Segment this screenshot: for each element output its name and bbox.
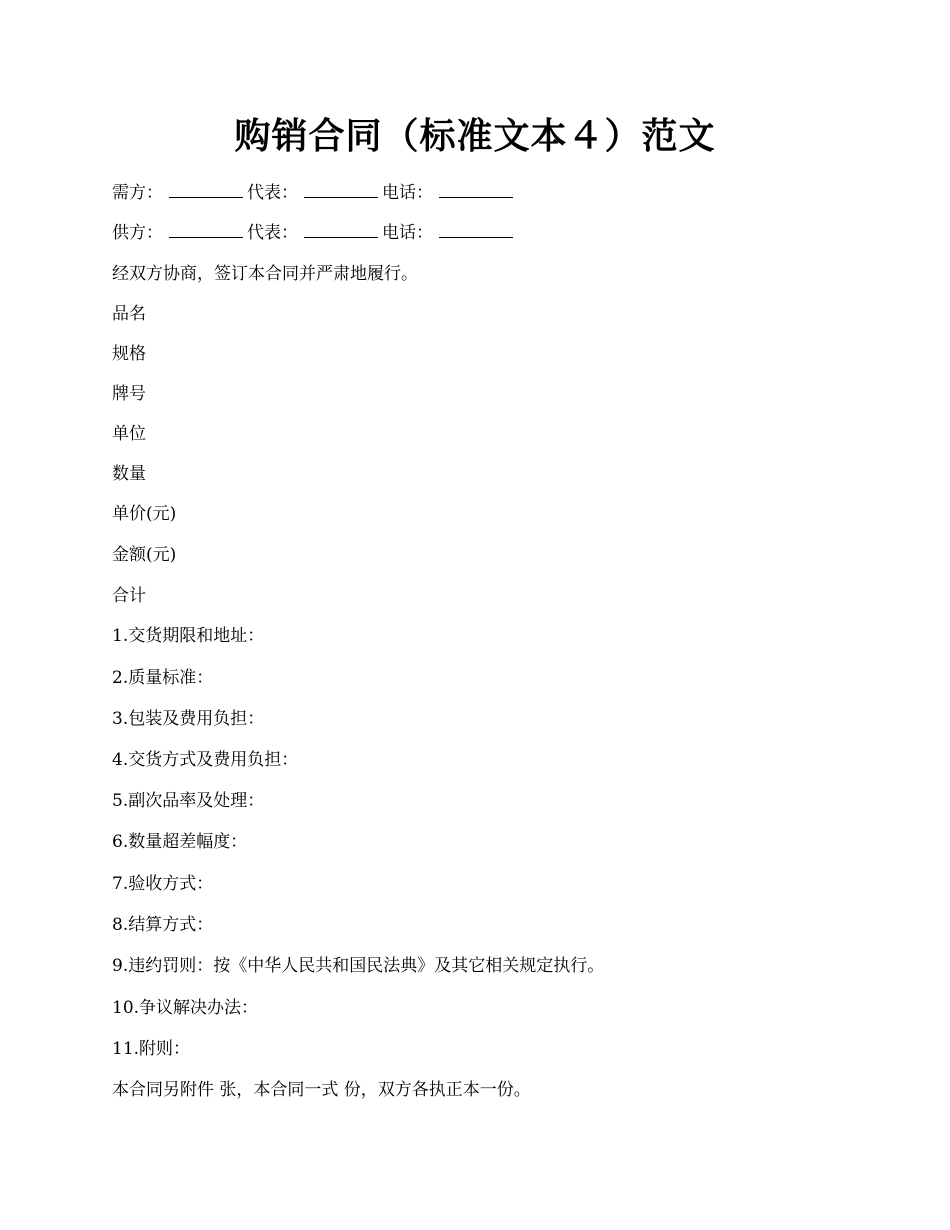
clause-delivery-method: 4.交货方式及费用负担：	[112, 750, 299, 770]
seller-phone-blank	[439, 221, 513, 238]
clause-delivery-term: 1.交货期限和地址：	[112, 626, 265, 646]
field-quantity: 数量	[112, 464, 146, 484]
seller-rep-label: 代表：	[247, 223, 298, 243]
seller-info-line	[112, 221, 517, 245]
seller-phone-label: 电话：	[382, 223, 433, 243]
clause-supplementary: 11.附则：	[112, 1039, 191, 1059]
clause-quality-standard: 2.质量标准：	[112, 668, 214, 688]
clause-settlement: 8.结算方式：	[112, 915, 214, 935]
field-product-name: 品名	[112, 304, 146, 324]
intro-paragraph: 经双方协商，签订本合同并严肃地履行。	[112, 264, 418, 284]
buyer-rep-label: 代表：	[247, 183, 298, 203]
buyer-info-line	[112, 181, 517, 205]
buyer-label: 需方：	[112, 183, 163, 203]
field-brand: 牌号	[112, 384, 146, 404]
clause-penalty: 9.违约罚则：按《中华人民共和国民法典》及其它相关规定执行。	[112, 956, 605, 976]
field-unit-price: 单价(元)	[112, 504, 177, 524]
buyer-name-blank	[169, 181, 243, 198]
field-unit: 单位	[112, 424, 146, 444]
clause-quantity-tolerance: 6.数量超差幅度：	[112, 832, 248, 852]
buyer-rep-blank	[304, 181, 378, 198]
closing-paragraph: 本合同另附件 张，本合同一式 份，双方各执正本一份。	[112, 1080, 531, 1100]
clause-acceptance: 7.验收方式：	[112, 874, 214, 894]
seller-label: 供方：	[112, 223, 163, 243]
field-amount: 金额(元)	[112, 545, 177, 565]
seller-name-blank	[169, 221, 243, 238]
buyer-phone-label: 电话：	[382, 183, 433, 203]
seller-rep-blank	[304, 221, 378, 238]
field-specification: 规格	[112, 344, 146, 364]
document-title: 购销合同（标准文本４）范文	[234, 115, 716, 157]
buyer-phone-blank	[439, 181, 513, 198]
clause-dispute: 10.争议解决办法：	[112, 998, 259, 1018]
clause-defect-rate: 5.副次品率及处理：	[112, 791, 265, 811]
field-total: 合计	[112, 586, 146, 606]
clause-packaging: 3.包装及费用负担：	[112, 709, 265, 729]
